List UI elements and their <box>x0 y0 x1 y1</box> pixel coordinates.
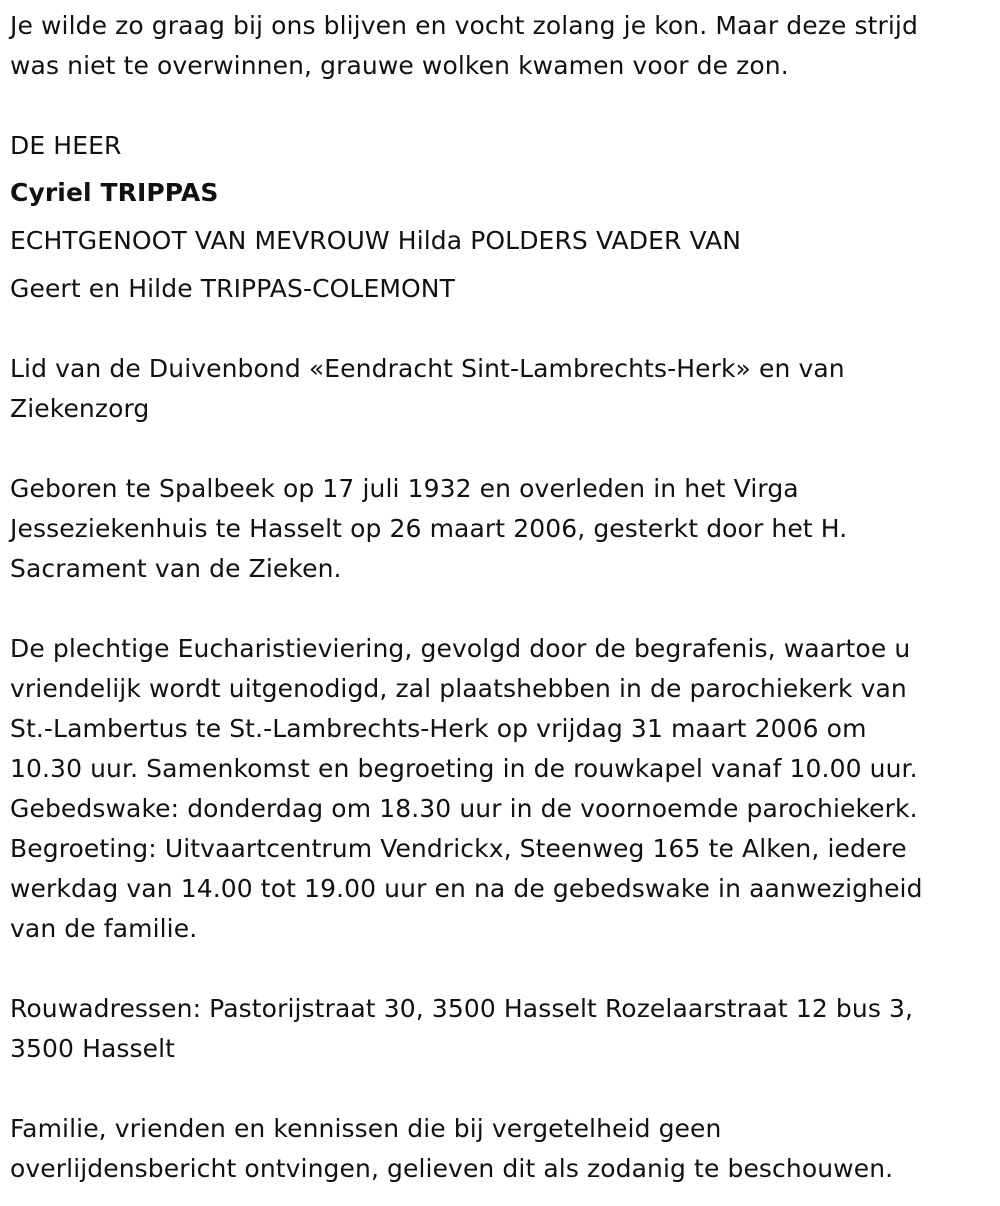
birth-death-line-2: Jesseziekenhuis te Hasselt op 26 maart 2006, gesterkt door het H. <box>10 514 848 543</box>
children-line: Geert en Hilde TRIPPAS-COLEMONT <box>10 274 455 303</box>
deceased-name: Cyriel TRIPPAS <box>10 178 219 207</box>
service-line-2: vriendelijk wordt uitgenodigd, zal plaatshebben in de parochiekerk van <box>10 674 907 703</box>
birth-death-line-3: Sacrament van de Zieken. <box>10 554 342 583</box>
closing-line-2: overlijdensbericht ontvingen, gelieven dit als zodanig te beschouwen. <box>10 1154 894 1183</box>
membership-line-2: Ziekenzorg <box>10 394 150 423</box>
membership-line-1: Lid van de Duivenbond «Eendracht Sint-Lambrechts-Herk» en van <box>10 354 845 383</box>
service-line-3: St.-Lambertus te St.-Lambrechts-Herk op vrijdag 31 maart 2006 om <box>10 714 867 743</box>
intro-line-1: Je wilde zo graag bij ons blijven en vocht zolang je kon. Maar deze strijd <box>10 11 918 40</box>
intro-line-2: was niet te overwinnen, grauwe wolken kwamen voor de zon. <box>10 51 789 80</box>
addresses-line-1: Rouwadressen: Pastorijstraat 30, 3500 Hasselt Rozelaarstraat 12 bus 3, <box>10 994 914 1023</box>
service-line-7: werkdag van 14.00 tot 19.00 uur en na de gebedswake in aanwezigheid <box>10 874 923 903</box>
birth-death-line-1: Geboren te Spalbeek op 17 juli 1932 en overleden in het Virga <box>10 474 799 503</box>
service-line-5: Gebedswake: donderdag om 18.30 uur in de voornoemde parochiekerk. <box>10 794 918 823</box>
service-line-4: 10.30 uur. Samenkomst en begroeting in de rouwkapel vanaf 10.00 uur. <box>10 754 918 783</box>
service-line-8: van de familie. <box>10 914 198 943</box>
closing-line-1: Familie, vrienden en kennissen die bij vergetelheid geen <box>10 1114 722 1143</box>
deceased-title: DE HEER <box>10 131 122 160</box>
service-line-1: De plechtige Eucharistieviering, gevolgd door de begrafenis, waartoe u <box>10 634 911 663</box>
addresses-line-2: 3500 Hasselt <box>10 1034 176 1063</box>
spouse-line: ECHTGENOOT VAN MEVROUW Hilda POLDERS VADER VAN <box>10 226 742 255</box>
service-line-6: Begroeting: Uitvaartcentrum Vendrickx, Steenweg 165 te Alken, iedere <box>10 834 907 863</box>
